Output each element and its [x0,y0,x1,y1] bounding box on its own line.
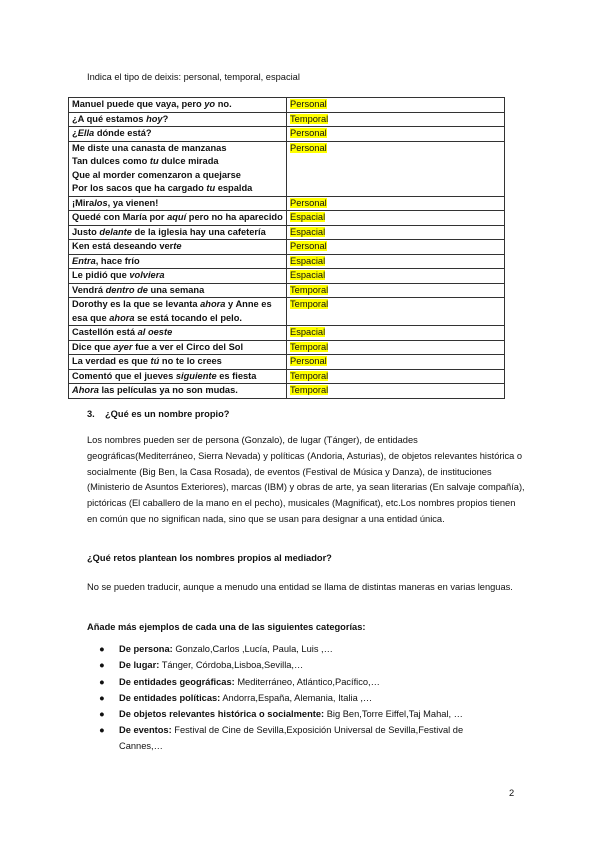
sentence-text: fue a ver el Circo del Sol [132,341,244,352]
table-row [69,298,505,326]
sentence-text: se está tocando el pelo. [134,312,243,323]
deixis-type-cell [287,326,505,341]
deixis-type-cell [287,141,505,196]
ejemplos-question: Añade más ejemplos de cada una de las siguientes categorías: [87,622,366,632]
deixis-type-label: Temporal [290,284,329,295]
question-title: ¿Qué es un nombre propio? [105,409,230,419]
sentence-cell [69,269,287,284]
table-row [69,196,505,211]
deixis-type-cell [287,384,505,399]
deixis-type-label: Temporal [290,385,329,395]
sentence-text: Dorothy es la que se levanta [72,299,201,309]
sentence-text: Manuel puede que vaya, pero [72,99,205,109]
sentence-cell [69,211,287,226]
page-number: 2 [509,788,515,798]
sentence-cell [69,141,287,196]
table-row [69,98,505,113]
bullet-icon: ● [99,676,105,687]
sentence-text: Le pidió que [72,270,130,280]
sentence-cell [69,355,287,370]
deixis-table [68,97,505,399]
sentence-text: Comentó que el jueves [72,370,176,381]
deixis-type-cell [287,355,505,370]
deictic-word: Ahora [72,385,99,395]
deixis-type-label: Temporal [290,113,329,124]
deictic-word: siguiente [175,370,217,381]
sentence-cell [69,98,287,113]
sentence-text: , hace frío [95,255,140,266]
sentence-cell [69,196,287,211]
deictic-word: delante [99,226,132,237]
table-row [69,369,505,384]
category-label: De lugar: [119,660,160,671]
table-row [69,283,505,298]
sentence-text: pero no ha aparecido [186,212,283,222]
table-row [69,269,505,284]
deixis-type-label: Espacial [290,327,326,337]
deictic-word: al oeste [137,327,173,337]
deictic-word: Ella [77,128,95,138]
deictic-word: te [173,241,182,251]
sentence-text: Quedé con María por [72,212,168,222]
category-item [87,642,507,657]
sentence-cell [69,283,287,298]
category-item [87,723,507,754]
deixis-type-cell [287,369,505,384]
deictic-word: tu [149,156,159,166]
sentence-cell [69,127,287,142]
table-row [69,254,505,269]
proper-nouns-paragraph: Los nombres pueden ser de persona (Gonzalo), de lugar (Tánger), de entidades geográficas(Mediterráneo, Sierra Nevada) y políticas (Andoria, Asturias), de objetos relevantes histórica o socialmente (Big Ben, la Casa Rosada), de eventos (Festival de Música y Danza), de instituciones (Ministerio de Asuntos Exteriores), marcas (IBM) y obras de arte, ya sean literarias (En salvaje compañía), pictóricas (El caballero de la mano en el pecho), musicales (Magnificat), etc.Los nombres propios tienen en común que no significan nada, sino que se usan para designar a una entidad única. [87,435,525,524]
deixis-type-label: Personal [290,142,327,153]
category-examples: Tánger, Córdoba,Lisboa,Sevilla,… [159,660,304,671]
deictic-word: yo [204,99,216,109]
deixis-type-label: Espacial [290,212,326,222]
deixis-type-label: Espacial [290,255,326,266]
deixis-type-cell [287,225,505,240]
deictic-word: ahora [200,299,226,309]
category-examples: Gonzalo,Carlos ,Lucía, Paula, Luis ,… [172,644,333,654]
table-row [69,211,505,226]
category-label: De eventos: [119,725,172,736]
category-list [87,642,507,755]
deixis-type-label: Personal [290,356,327,366]
bullet-icon: ● [99,692,105,703]
deixis-type-label: Espacial [290,270,326,280]
deictic-word: los [94,197,108,208]
sentence-cell [69,254,287,269]
deixis-type-label: Personal [290,128,327,138]
bullet-icon: ● [99,709,105,720]
category-label: De entidades geográficas: [119,676,235,687]
category-examples: Festival de Cine de Sevilla,Exposición Universal de Sevilla,Festival de Cannes,… [119,725,464,751]
deixis-type-label: Espacial [290,226,326,237]
deictic-word: volviera [129,270,165,280]
deixis-type-cell [287,240,505,255]
table-row [69,326,505,341]
sentence-text: ? [162,113,169,124]
sentence-cell [69,112,287,127]
sentence-text: ¡Mira [72,197,95,208]
sentence-text: Castellón está [72,327,138,337]
sentence-cell [69,225,287,240]
bullet-icon: ● [99,644,105,654]
retos-answer: No se pueden traducir, aunque a menudo una entidad se llama de distintas maneras en varias lenguas. [87,582,513,592]
sentence-text: dulce mirada Que al morder comenzaron a quejarse Por los sacos que ha cargado [72,156,241,193]
table-row [69,225,505,240]
question-number: 3. [87,409,95,419]
deixis-type-label: Personal [290,197,327,208]
table-row [69,141,505,196]
deixis-type-cell [287,211,505,226]
deictic-word: ayer [113,341,133,352]
sentence-text: y Anne es esa que [72,299,272,323]
sentence-cell [69,326,287,341]
deixis-type-cell [287,269,505,284]
table-row [69,384,505,399]
deixis-type-cell [287,196,505,211]
sentence-text: no te lo crees [159,356,222,366]
sentence-text: Vendrá [72,284,106,295]
sentence-text: Justo [72,226,100,237]
deixis-type-cell [287,254,505,269]
bullet-icon: ● [99,725,105,736]
sentence-cell [69,340,287,355]
category-item [87,691,507,706]
sentence-text: Me diste una canasta de manzanas Tan dulces como [72,142,227,166]
category-examples: Mediterráneo, Atlántico,Pacífico,… [234,676,380,687]
sentence-cell [69,240,287,255]
deixis-type-label: Temporal [290,341,329,352]
sentence-cell [69,369,287,384]
category-examples: Big Ben,Torre Eiffel,Taj Mahal, … [324,709,463,720]
deixis-type-cell [287,283,505,298]
category-label: De persona: [119,644,173,654]
deixis-type-label: Personal [290,99,327,109]
category-examples: Andorra,España, Alemania, Italia ,… [220,692,373,703]
category-label: De objetos relevantes histórica o socialmente: [119,709,325,720]
sentence-text: una semana [147,284,205,295]
category-item [87,675,507,690]
deixis-type-label: Temporal [290,370,329,381]
exercise-heading: Indica el tipo de deixis: personal, temporal, espacial [87,72,300,82]
table-row [69,112,505,127]
deixis-type-label: Temporal [290,299,329,309]
deixis-type-cell [287,127,505,142]
sentence-text: ¿A qué estamos [72,113,147,124]
sentence-cell [69,298,287,326]
category-item [87,658,507,673]
bullet-icon: ● [99,660,105,671]
deixis-type-cell [287,112,505,127]
deixis-type-cell [287,340,505,355]
deixis-table-body [69,98,505,399]
sentence-text: dónde está? [94,128,152,138]
table-row [69,355,505,370]
deictic-word: Entra [72,255,96,266]
table-row [69,127,505,142]
sentence-text: ¿ [72,128,78,138]
sentence-text: de la iglesia hay una cafetería [131,226,266,237]
deictic-word: aquí [167,212,187,222]
deictic-word: tú [150,356,160,366]
category-label: De entidades políticas: [119,692,221,703]
sentence-text: no. [215,99,232,109]
question-3 [87,409,229,419]
sentence-text: Ken está deseando ver [72,241,174,251]
sentence-text: Dice que [72,341,114,352]
sentence-text: La verdad es que [72,356,151,366]
table-row [69,240,505,255]
sentence-cell [69,384,287,399]
sentence-text: espalda [215,183,253,193]
deictic-word: hoy [146,113,163,124]
deictic-word: dentro de [105,284,148,295]
retos-question: ¿Qué retos plantean los nombres propios al mediador? [87,553,332,563]
sentence-text: , ya vienen! [107,197,159,208]
deixis-type-cell [287,98,505,113]
deictic-word: tu [206,183,216,193]
table-row [69,340,505,355]
sentence-text: es fiesta [216,370,257,381]
category-item [87,707,507,722]
deixis-type-label: Personal [290,241,327,251]
deixis-type-cell [287,298,505,326]
deictic-word: ahora [109,312,135,323]
sentence-text: las películas ya no son mudas. [98,385,238,395]
